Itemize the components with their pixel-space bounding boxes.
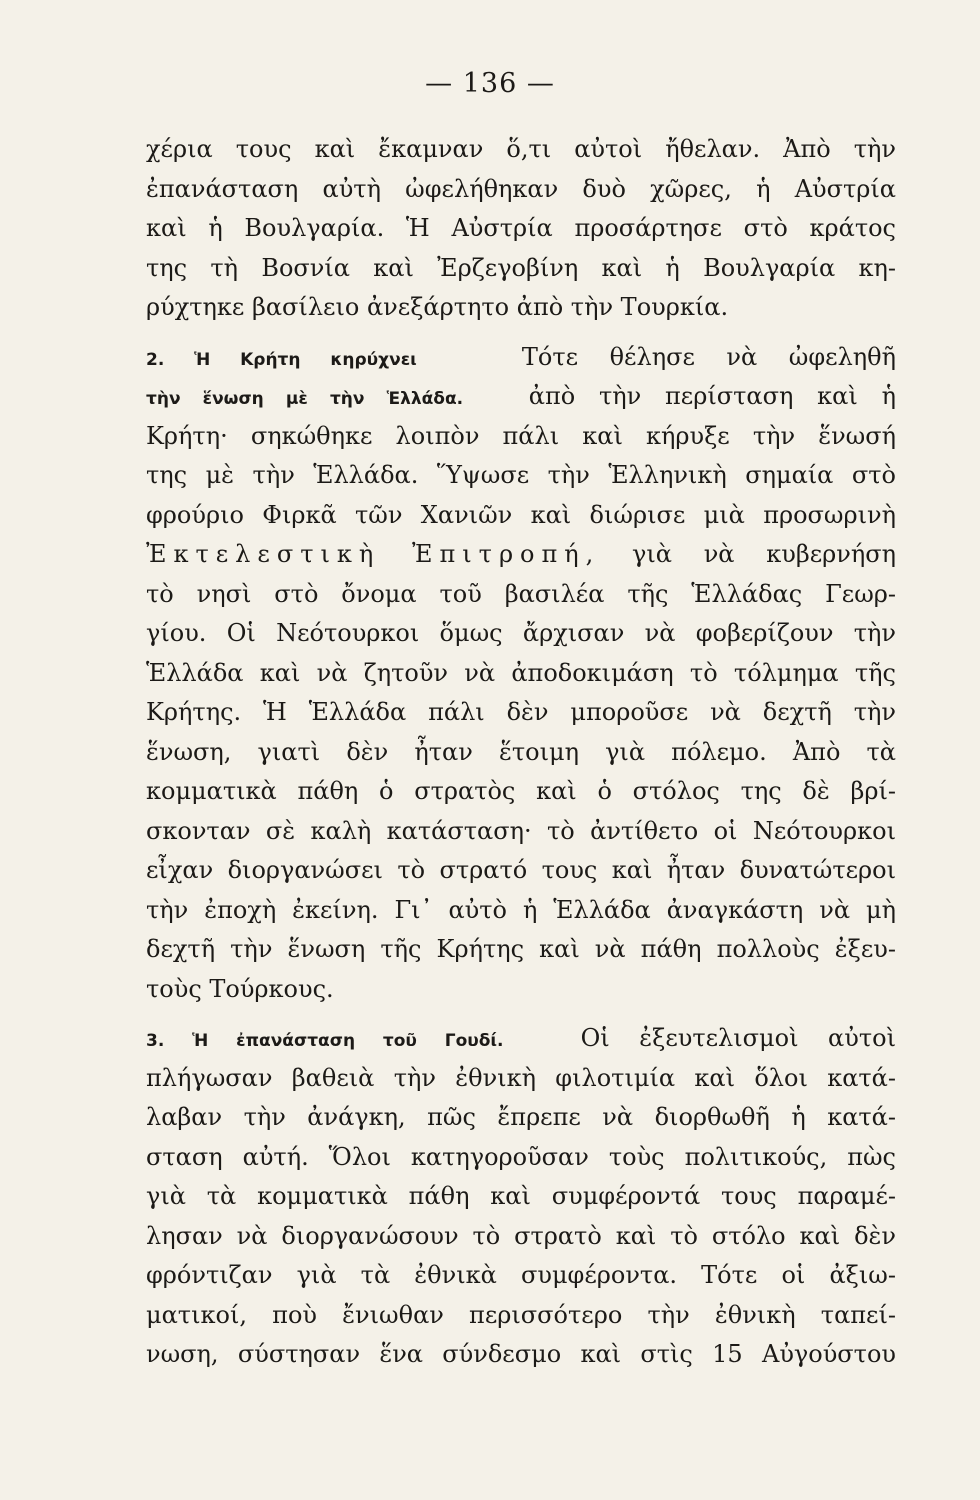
text-line: δεχτῆ τὴν ἕνωση τῆς Κρήτης καὶ νὰ πάθη πολλοὺς ἐξευ- — [146, 935, 896, 963]
text-line: λαβαν τὴν ἀνάγκη, πῶς ἔπρεπε νὰ διορθωθῆ ἡ κατά- — [146, 1103, 896, 1131]
text-line: γίου. Οἱ Νεότουρκοι ὅμως ἄρχισαν νὰ φοβερίζουν τὴν — [146, 619, 896, 647]
text-span: ἀπὸ τὴν περίσταση καὶ ἡ — [528, 382, 896, 410]
text-line: ἕνωση, γιατὶ δὲν ἦταν ἕτοιμη γιὰ πόλεμο. Ἀπὸ τὰ — [146, 737, 896, 766]
section-3-line — [146, 1019, 896, 1059]
text-line: ματικοί, ποὺ ἔνιωθαν περισσότερο τὴν ἐθνικὴ ταπεί- — [146, 1300, 896, 1329]
text-line: φρόντιζαν γιὰ τὰ ἐθνικὰ συμφέροντα. Τότε οἱ ἀξιω- — [146, 1261, 896, 1289]
text-line: λησαν νὰ διοργανώσουν τὸ στρατὸ καὶ τὸ στόλο καὶ δὲν — [146, 1221, 896, 1250]
text-line: νωση, σύστησαν ἕνα σύνδεσμο καὶ στὶς 15 Αὐγούστου — [146, 1340, 896, 1368]
text-line: σταση αὐτή. Ὅλοι κατηγοροῦσαν τοὺς πολιτικούς, πὼς — [146, 1142, 896, 1171]
section-2-heading: 2. Ἡ Κρήτη κηρύχνει — [146, 349, 417, 370]
text-line: χέρια τους καὶ ἔκαμναν ὅ,τι αὐτοὶ ἤθελαν. Ἀπὸ τὴν — [146, 135, 896, 163]
text-line: καὶ ἡ Βουλγαρία. Ἡ Αὐστρία προσάρτησε στὸ κράτος — [146, 214, 896, 242]
text-line — [146, 535, 896, 575]
text-span: Τότε θέλησε νὰ ὠφεληθῆ — [521, 342, 896, 371]
text-line: τὴν ἐποχὴ ἐκείνη. Γι᾽ αὐτὸ ἡ Ἑλλάδα ἀναγκάστη νὰ μὴ — [146, 895, 896, 924]
page-number: — 136 — — [425, 68, 555, 99]
text-line: της μὲ τὴν Ἑλλάδα. Ὕψωσε τὴν Ἑλληνικὴ σημαία στὸ — [146, 461, 896, 489]
text-line: ρύχτηκε βασίλειο ἀνεξάρτητο ἀπὸ τὴν Τουρκία. — [146, 293, 729, 321]
text-line: πλήγωσαν βαθειὰ τὴν ἐθνικὴ φιλοτιμία καὶ ὅλοι κατά- — [146, 1063, 896, 1092]
section-2-line — [146, 338, 896, 378]
section-2-line — [146, 377, 896, 417]
text-line: κομματικὰ πάθη ὁ στρατὸς καὶ ὁ στόλος της δὲ βρί- — [146, 777, 896, 805]
body-text — [146, 130, 896, 1375]
text-span: γιὰ νὰ κυβερνήση — [632, 540, 896, 568]
text-span: Οἱ ἐξευτελισμοὶ αὐτοὶ — [580, 1024, 896, 1052]
section-2-heading-cont: τὴν ἕνωση μὲ τὴν Ἑλλάδα. — [146, 389, 464, 409]
text-line: φρούριο Φιρκᾶ τῶν Χανιῶν καὶ διώρισε μιὰ προσωρινὴ — [146, 500, 896, 529]
text-line: Κρήτη· σηκώθηκε λοιπὸν πάλι καὶ κήρυξε τὴν ἕνωσή — [146, 421, 896, 450]
text-line: Κρήτης. Ἡ Ἑλλάδα πάλι δὲν μποροῦσε νὰ δεχτῆ τὴν — [146, 698, 896, 726]
text-line: ἐπανάσταση αὐτὴ ὠφελήθηκαν δυὸ χῶρες, ἡ Αὐστρία — [146, 174, 896, 203]
section-3-heading: 3. Ἡ ἐπανάσταση τοῦ Γουδί. — [146, 1031, 504, 1051]
text-line: τοὺς Τούρκους. — [146, 974, 334, 1003]
text-line: σκονταν σὲ καλὴ κατάσταση· τὸ ἀντίθετο οἱ Νεότουρκοι — [146, 816, 896, 845]
spaced-term: Ἐκτελεστικὴ — [146, 540, 381, 568]
text-line: εἶχαν διοργανώσει τὸ στρατό τους καὶ ἦταν δυνατώτεροι — [146, 856, 896, 884]
text-line: της τὴ Βοσνία καὶ Ἐρζεγοβίνη καὶ ἡ Βουλγαρία κη- — [146, 253, 896, 282]
spaced-term: Ἐπιτροπή, — [412, 540, 601, 568]
text-line: τὸ νησὶ στὸ ὄνομα τοῦ βασιλέα τῆς Ἑλλάδας Γεωρ- — [146, 579, 896, 608]
text-line: Ἑλλάδα καὶ νὰ ζητοῦν νὰ ἀποδοκιμάση τὸ τόλμημα τῆς — [146, 658, 896, 687]
text-line: γιὰ τὰ κομματικὰ πάθη καὶ συμφέροντά τους παραμέ- — [146, 1182, 896, 1210]
